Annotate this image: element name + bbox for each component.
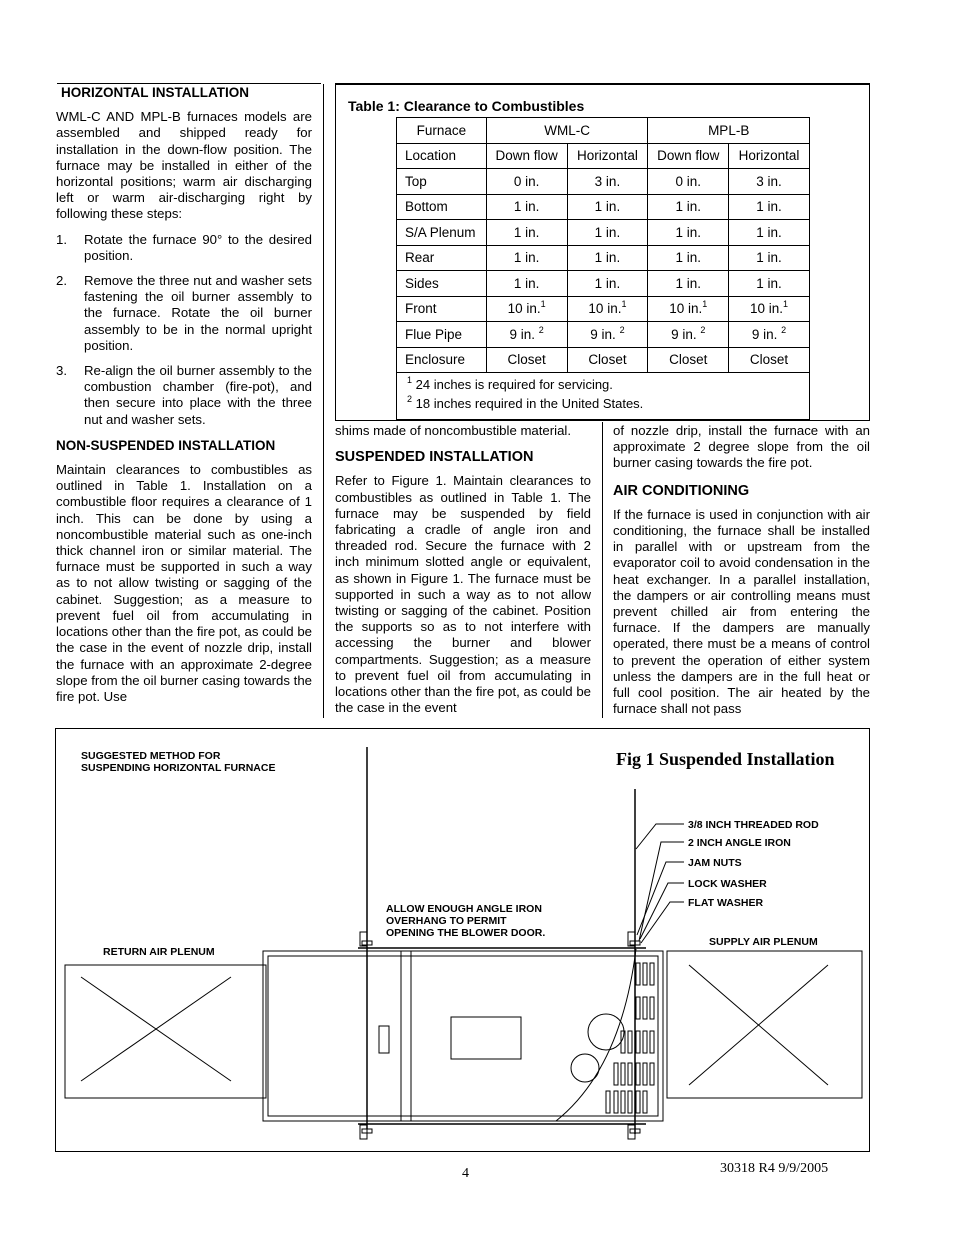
cell <box>729 322 810 348</box>
header-horizontal: Horizontal <box>567 143 648 169</box>
cell: Closet <box>486 347 567 373</box>
table-row <box>397 271 810 297</box>
footnote-marker: 1 <box>702 299 708 310</box>
cell: 1 in. <box>486 271 567 297</box>
header-downflow: Down flow <box>486 143 567 169</box>
cell <box>567 296 648 322</box>
row-location: Sides <box>397 271 487 297</box>
cell: 1 in. <box>729 245 810 271</box>
row-location: Top <box>397 169 487 195</box>
figure-title: Fig 1 Suspended Installation <box>616 749 835 769</box>
cell-value: 9 in. <box>751 326 778 342</box>
footnote-text: 18 inches required in the United States. <box>415 396 644 411</box>
table-notes-row <box>397 373 810 420</box>
header-wml-c: WML-C <box>486 118 648 144</box>
cell: Closet <box>648 347 729 373</box>
cell: Closet <box>567 347 648 373</box>
column-3-lead: of nozzle drip, install the furnace with an approximate 2 degree slope from the oil burner casing towards the fire pot. <box>613 423 870 471</box>
column-divider-right <box>602 422 603 718</box>
step-2 <box>56 273 312 354</box>
footnote-text: 24 inches is required for servicing. <box>415 377 613 392</box>
table-box <box>335 83 870 421</box>
column1-top-rule <box>57 83 321 84</box>
column-2 <box>335 423 591 725</box>
part-label-threaded-rod: 3/8 INCH THREADED ROD <box>688 819 819 831</box>
footnote-marker: 2 <box>407 394 413 404</box>
table-row <box>397 194 810 220</box>
burner-port-upper <box>588 1014 624 1050</box>
cell: 1 in. <box>486 220 567 246</box>
cell <box>648 296 729 322</box>
installation-steps <box>56 232 312 428</box>
row-location: Rear <box>397 245 487 271</box>
column-2-lead: shims made of noncombustible material. <box>335 423 572 438</box>
table-row <box>397 169 810 195</box>
table-notes <box>397 373 810 420</box>
figure-suspended-installation <box>55 728 870 1152</box>
cell-value: 10 in. <box>669 301 703 317</box>
cell <box>729 296 810 322</box>
cell-value: 9 in. <box>509 326 536 342</box>
part-label-flat-washer: FLAT WASHER <box>688 897 764 909</box>
footnote-marker: 2 <box>538 324 544 335</box>
cell: 1 in. <box>648 271 729 297</box>
suspension-drawing <box>56 729 869 1151</box>
supply-air-plenum <box>667 951 862 1098</box>
footnote-1 <box>407 375 799 394</box>
table-row <box>397 220 810 246</box>
cell: 1 in. <box>648 245 729 271</box>
overhang-label-line: OPENING THE BLOWER DOOR. <box>386 927 546 939</box>
cell <box>486 296 567 322</box>
cell-value: 10 in. <box>588 301 622 317</box>
non-suspended-installation-paragraph: Maintain clearances to combustibles as outlined in Table 1. Installation on a combustible floor requires a clearance of 1 inch. This can be done by using a noncombustible material such as one-inch thick channel iron or similar material. The furnace must be supported in such a way as to not allow twisting or sagging of the cabinet. Suggestion; as a measure to prevent fuel oil from accumulating in locations other than the fire pot, as could be the case in the event of nozzle drip, install the furnace with an approximate 2-degree slope from the oil burner casing towards the fire pot. Use <box>56 462 312 704</box>
header-downflow: Down flow <box>648 143 729 169</box>
suspended-installation-heading: SUSPENDED INSTALLATION <box>335 449 534 466</box>
cell: 1 in. <box>648 194 729 220</box>
cell: Closet <box>729 347 810 373</box>
row-location: Front <box>397 296 487 322</box>
table-row <box>397 296 810 322</box>
step-number: 3. <box>56 363 67 379</box>
cell: 0 in. <box>648 169 729 195</box>
non-suspended-installation-heading: NON-SUSPENDED INSTALLATION <box>56 437 276 453</box>
method-label-line: SUSPENDING HORIZONTAL FURNACE <box>81 762 276 774</box>
cell: 1 in. <box>729 194 810 220</box>
cell: 3 in. <box>567 169 648 195</box>
column-1 <box>56 85 312 714</box>
cell: 1 in. <box>486 194 567 220</box>
step-text: Re-align the oil burner assembly to the combustion chamber (fire-pot), and then secure into place with the three nut and washer sets. <box>84 363 312 427</box>
footnote-marker: 1 <box>621 299 627 310</box>
part-label-lock-washer: LOCK WASHER <box>688 878 767 890</box>
leader-angle-iron <box>639 842 684 941</box>
row-location: Bottom <box>397 194 487 220</box>
suspended-installation-paragraph: Refer to Figure 1. Maintain clearances to combustibles as outlined in Table 1. The furnace may be suspended by field fabricating a cradle of angle iron and threaded rod. Secure the furnace with 2 inch minimum slotted angle or equivalent, as shown in Figure 1. The furnace must be supported in such a way as to not allow twisting or sagging of the cabinet. Position the supports so as to not interfere with accessing the burner and blower compartments. Suggestion; as a measure to prevent fuel oil from accumulating in locations other than the fire pot, as could be the case in the event <box>335 473 591 716</box>
horizontal-installation-paragraph: WML-C AND MPL-B furnaces models are assembled and shipped ready for installation in the down-flow position. The furnace may be installed in either of the horizontal positions; warm air discharging left or warm air-discharging right by following these steps: <box>56 109 312 222</box>
cell <box>567 322 648 348</box>
clearance-table <box>396 117 810 420</box>
cell: 3 in. <box>729 169 810 195</box>
row-location: S/A Plenum <box>397 220 487 246</box>
cell: 0 in. <box>486 169 567 195</box>
return-air-plenum <box>65 965 266 1098</box>
overhang-label-line: OVERHANG TO PERMIT <box>386 915 507 927</box>
table-subheader-row <box>397 143 810 169</box>
header-mpl-b: MPL-B <box>648 118 810 144</box>
horizontal-installation-heading: HORIZONTAL INSTALLATION <box>61 85 249 100</box>
header-horizontal: Horizontal <box>729 143 810 169</box>
cell: 1 in. <box>729 271 810 297</box>
step-1 <box>56 232 312 264</box>
header-furnace: Furnace <box>397 118 487 144</box>
step-number: 1. <box>56 231 67 247</box>
table-row <box>397 347 810 373</box>
cell-value: 10 in. <box>750 301 784 317</box>
overhang-label-line: ALLOW ENOUGH ANGLE IRON <box>386 903 542 915</box>
cell-value: 10 in. <box>507 301 541 317</box>
document-revision: 30318 R4 9/9/2005 <box>720 1161 829 1176</box>
supply-air-plenum-label: SUPPLY AIR PLENUM <box>709 936 818 948</box>
return-air-plenum-label: RETURN AIR PLENUM <box>103 946 215 958</box>
cell: 1 in. <box>567 194 648 220</box>
footnote-marker: 1 <box>540 299 546 310</box>
part-label-angle-iron: 2 INCH ANGLE IRON <box>688 837 791 849</box>
cell <box>648 322 729 348</box>
page-number: 4 <box>462 1166 469 1181</box>
cell: 1 in. <box>567 271 648 297</box>
cell: 1 in. <box>567 220 648 246</box>
table-row <box>397 322 810 348</box>
cell: 1 in. <box>648 220 729 246</box>
footnote-marker: 1 <box>407 375 413 385</box>
method-label-line: SUGGESTED METHOD FOR <box>81 750 221 762</box>
air-conditioning-paragraph: If the furnace is used in conjunction with air conditioning, the furnace shall be installed in parallel with or upstream from the evaporator coil to avoid condensation in the heat exchanger. In a parallel installation, the dampers or air controlling means must prevent chilled air from entering the furnace. If the dampers are manually operated, there must be a means of control to prevent the operation of either system unless the dampers are in the full heat or full cool position. The air heated by the furnace shall not pass <box>613 506 870 717</box>
table-title: Table 1: Clearance to Combustibles <box>348 98 585 114</box>
cell: 1 in. <box>567 245 648 271</box>
control-panel <box>451 1017 521 1059</box>
table-row <box>397 245 810 271</box>
cell-value: 9 in. <box>671 326 697 342</box>
header-location: Location <box>397 143 487 169</box>
air-conditioning-heading: AIR CONDITIONING <box>613 482 750 499</box>
row-location: Enclosure <box>397 347 487 373</box>
column-divider-left <box>323 84 324 718</box>
footnote-marker: 2 <box>781 324 787 335</box>
step-text: Rotate the furnace 90° to the desired position. <box>84 231 312 263</box>
footnote-marker: 2 <box>619 324 625 335</box>
cell: 1 in. <box>729 220 810 246</box>
cell <box>486 322 567 348</box>
furnace-cabinet <box>263 951 663 1121</box>
column-3 <box>613 423 870 726</box>
door-handle <box>379 1026 389 1053</box>
table-header-row <box>397 118 810 144</box>
footnote-2 <box>407 394 799 413</box>
row-location: Flue Pipe <box>397 322 487 348</box>
footnote-marker: 2 <box>700 324 706 335</box>
part-label-jam-nuts: JAM NUTS <box>688 857 742 869</box>
step-text: Remove the three nut and washer sets fastening the oil burner assembly to the furnace. Rotate the oil burner assembly to be in the normal upright position. <box>84 273 312 353</box>
cell-value: 9 in. <box>590 326 616 342</box>
footnote-marker: 1 <box>783 299 789 310</box>
step-number: 2. <box>56 273 67 289</box>
cell: 1 in. <box>486 245 567 271</box>
step-3 <box>56 363 312 428</box>
